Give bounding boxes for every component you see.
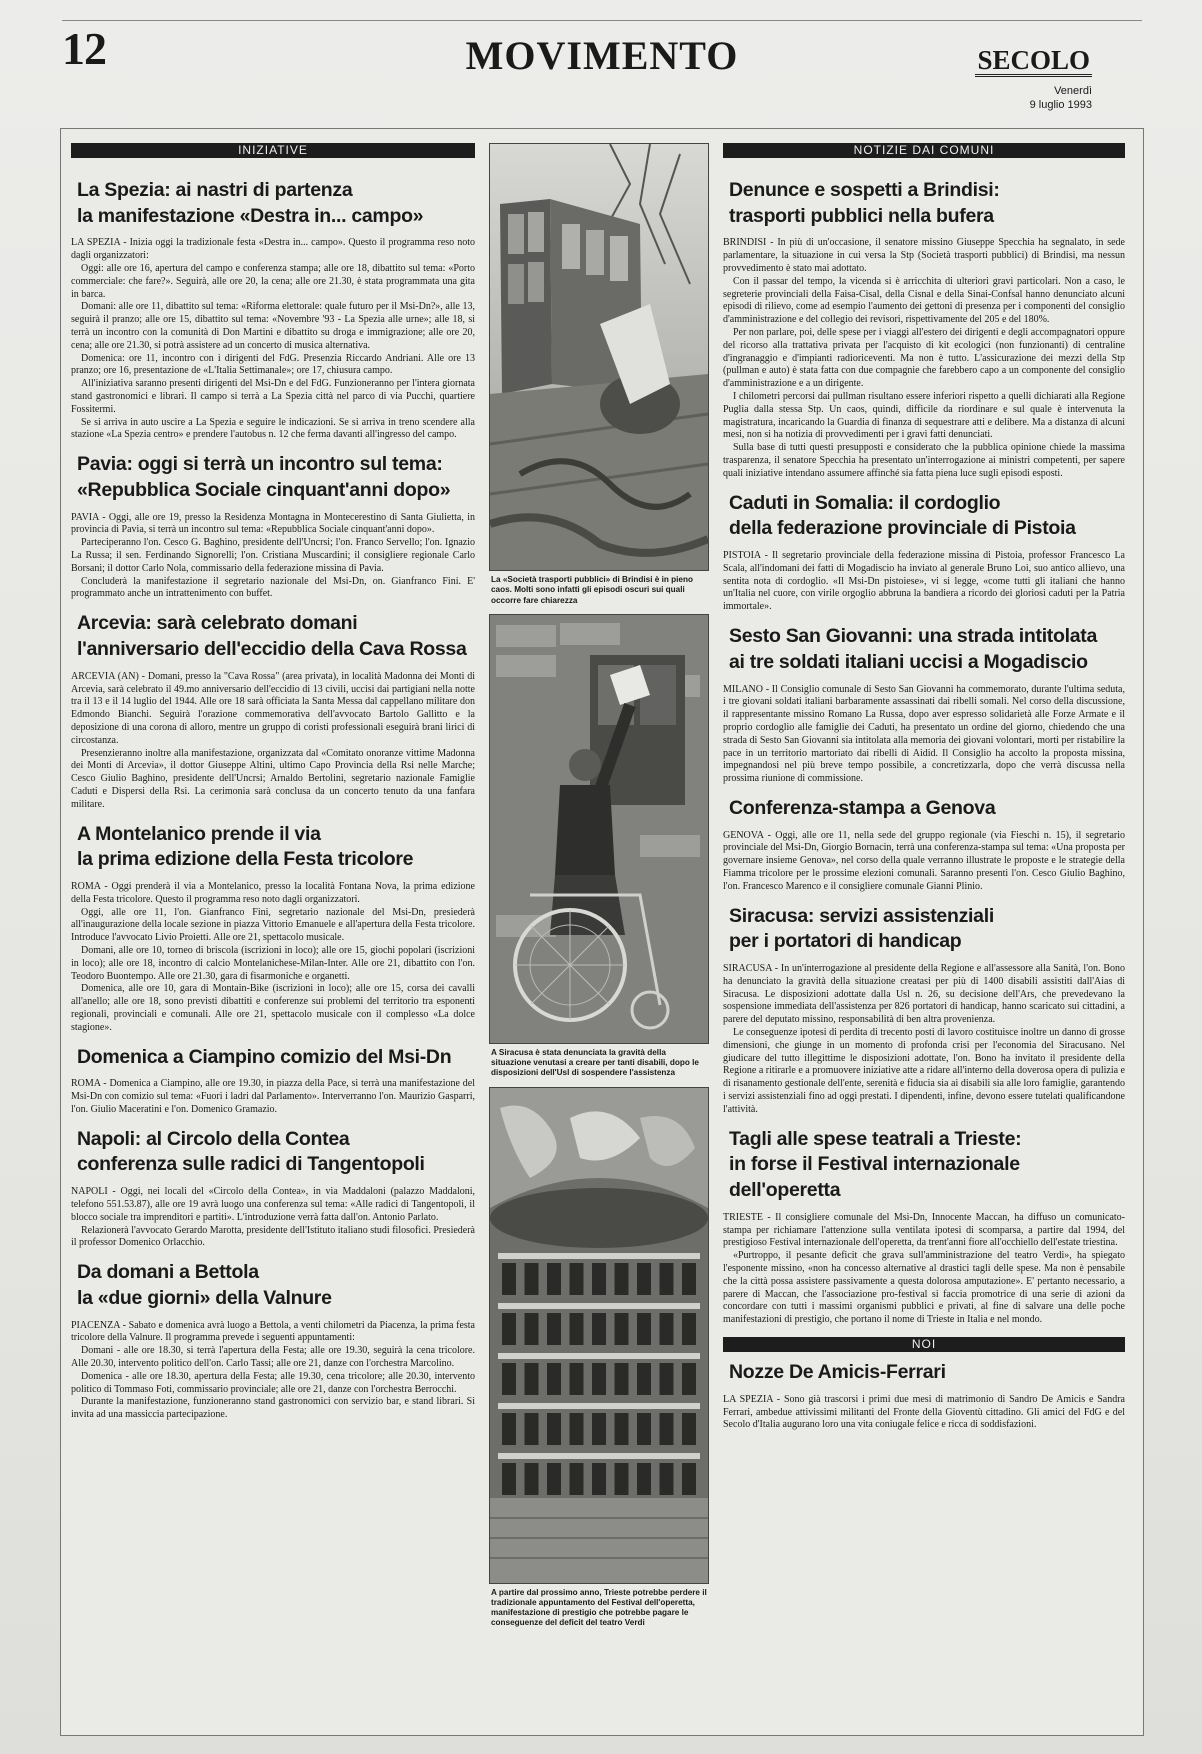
article-headline xyxy=(77,611,475,662)
article xyxy=(723,178,1125,481)
masthead-logo: SECOLO xyxy=(975,46,1092,77)
article xyxy=(71,1127,475,1250)
article-paragraph: GENOVA - Oggi, alle ore 11, nella sede del gruppo regionale (via Fieschi n. 15), il segretario provinciale del Msi-Dn, Giorgio Bornacin, terrà una conferenza-stampa sul tema: «Una proposta per governare insieme Genova», nel corso della quale verranno illustrate le proposte e le strategie della Fiamma tricolore per le prossime elezioni comunali. Saranno presenti l'on. Cesco Giulio Baghino, l'on. Francesco Marenco e il consigliere comunale Gianni Plinio. xyxy=(723,829,1125,892)
article-headline xyxy=(729,1360,1125,1386)
rubric-iniziative: INIZIATIVE xyxy=(71,143,475,158)
article-paragraph: NAPOLI - Oggi, nei locali del «Circolo della Contea», in via Maddaloni (palazzo Maddaloni, telefono 551.53.87), alle ore 19 avrà luogo una conferenza sul tema: «Alle radici di Tangentopoli, il blocco sociale tra imprenditori e partiti». L'introduzione verrà fatta dall'on. Antonio Parlato. xyxy=(71,1186,475,1223)
headline-line: Conferenza-stampa a Genova xyxy=(729,796,996,819)
article-paragraph: ROMA - Oggi prenderà il via a Montelanico, presso la località Fontana Nova, la prima edizione della Festa tricolore. Questo il programma reso noto dagli organizzatori. xyxy=(71,880,475,905)
headline-line: la «due giorni» della Valnure xyxy=(77,1286,332,1309)
left-column xyxy=(71,143,475,1432)
article-headline xyxy=(729,178,1125,229)
article-body xyxy=(71,237,475,442)
article-paragraph: ROMA - Domenica a Ciampino, alle ore 19.30, in piazza della Pace, si terrà una manifestazione del Msi-Dn con comizio sul tema: «Fuori i ladri dal Parlamento». Interverranno l'on. Maurizio Gasparri, l'on. Giulio Maceratini e l'on. Domenico Gramazio. xyxy=(71,1078,475,1115)
article-headline xyxy=(77,1045,475,1071)
headline-line: Domenica a Ciampino comizio del Msi-Dn xyxy=(77,1045,452,1068)
article xyxy=(71,452,475,601)
article-body xyxy=(71,1078,475,1116)
headline-line: della federazione provinciale di Pistoia xyxy=(729,517,1076,540)
article-body xyxy=(723,237,1125,480)
photo-caption: A Siracusa è stata denunciata la gravità della situazione venutasi a creare per tanti disabili, dopo le disposizioni dell'Usl di sospendere l'assistenza xyxy=(491,1047,699,1078)
headline-line: Caduti in Somalia: il cordoglio xyxy=(729,491,1001,514)
article-headline xyxy=(729,904,1125,955)
article-paragraph: Concluderà la manifestazione il segretario nazionale del Msi-Dn, on. Gianfranco Fini. E' programmato anche un intrattenimento con buffet. xyxy=(71,575,475,600)
rubric-notizie-dai-comuni: NOTIZIE DAI COMUNI xyxy=(723,143,1125,158)
headline-line: Denunce e sospetti a Brindisi: xyxy=(729,179,1000,201)
article-paragraph: Domani, alle ore 10, torneo di briscola (iscrizioni in loco); alle ore 15, giochi popolari (iscrizioni in loco); alle ore 18, incontro di calcio Montelanichese-Milan-Inter. Alle ore 21, dibattito con l'on. Teodoro Buontempo. Alle ore 21.30, gara di fisarmoniche e organetti. xyxy=(71,944,475,982)
article-paragraph: Presenzieranno inoltre alla manifestazione, organizzata dal «Comitato onoranze vittime Madonna dei Monti di Arcevia», il dottor Giuseppe Altini, ultimo Capo Provincia della Rsi nelle Marche; Cesco Giulio Baghino, presidente dell'Uncrsi; Arnaldo Bertolini, segretario nazionale Famiglie Caduti e Dispersi della Rsi. La cerimonia sarà conclusa da un concerto tenuto da una fanfara militare. xyxy=(71,747,475,810)
article-body xyxy=(723,1394,1125,1432)
theatre-balconies xyxy=(498,1253,700,1495)
article-paragraph: Oggi, alle ore 11, l'on. Gianfranco Fini, segretario nazionale del Msi-Dn, presiederà all'inaugurazione della locale sezione in piazza Vittorio Emanuele e all'apertura della Festa tricolore. Introduce l'avvocato Livio Proietti. Alle ore 21, spettacolo musicale. xyxy=(71,906,475,944)
article-paragraph: SIRACUSA - In un'interrogazione al presidente della Regione e all'assessore alla Sanità, l'on. Bono ha denunciato la gravità della situazione creatasi per più di 1400 disabili assistiti dall'Aias di Siracusa. Le disposizioni adottate dalla Usl n. 26, su decisione dell'Ars, che prevedevano la sospensione immediata dell'assistenza per 826 portatori di handicap, hanno scaricato sui cittadini, a parere del deputato missino, responsabilità di ben altra provenienza. xyxy=(723,963,1125,1026)
right-articles xyxy=(723,178,1125,1432)
article-body xyxy=(71,1320,475,1422)
article xyxy=(723,624,1125,786)
article-paragraph: LA SPEZIA - Inizia oggi la tradizionale festa «Destra in... campo». Questo il programma reso noto dagli organizzatori: xyxy=(71,237,475,262)
article-paragraph: BRINDISI - In più di un'occasione, il senatore missino Giuseppe Specchia ha segnalato, in sede parlamentare, la situazione in cui versa la Stp (Società trasporti pubblici) di Brindisi, ma nessun provvedimento è stato mai adottato. xyxy=(723,237,1125,275)
article xyxy=(71,1260,475,1422)
article-headline xyxy=(77,1260,475,1311)
headline-line: La Spezia: ai nastri di partenza xyxy=(77,179,353,201)
article-paragraph: ARCEVIA (AN) - Domani, presso la "Cava Rossa" (area privata), in località Madonna dei Monti di Arcevia, sarà celebrato il 49.mo anniversario dell'eccidio di 13 civili, uccisi dai partigiani nella notte tra il 13 e il 14 luglio del 1944. Alle ore 18 sarà officiata la Santa Messa dal cappellano militare don Edmondo Bianchi. Seguirà l'orazione commemorativa dell'avvocato Bartolo Gallitto e la deposizione di una corona di alloro, mentre un gruppo di coristi professionali eseguirà brani lirici di circostanza. xyxy=(71,670,475,746)
headline-line: A Montelanico prende il via xyxy=(77,822,321,845)
article-body xyxy=(71,512,475,602)
article xyxy=(723,1360,1125,1432)
article-headline xyxy=(77,822,475,873)
article-paragraph: Domenica - alle ore 18.30, apertura della Festa; alle 19.30, cena tricolore; alle 20.30, intervento politico di Tommaso Foti, commissario provinciale; alle ore 21, danze con l'orchestra Berrocchi. xyxy=(71,1370,475,1395)
headline-line: l'anniversario dell'eccidio della Cava Rossa xyxy=(77,638,467,660)
article xyxy=(71,1045,475,1117)
content-frame xyxy=(60,128,1144,1736)
article-paragraph: Sulla base di tutti questi presupposti e considerato che la pubblica opinione chiede la massima trasparenza, il senatore Specchia ha presentato un'interrogazione ai ministri competenti, per sapere quali iniziative intendano assumere affinché sia fatta piena luce sugli episodi esposti. xyxy=(723,442,1125,479)
article-paragraph: Domenica: ore 11, incontro con i dirigenti del FdG. Presenzia Riccardo Andriani. Alle ore 13 pranzo; ore 16, presentazione de «L'Italia Settimanale»; ore 17, chiusura campo. xyxy=(71,352,475,377)
headline-line: Nozze De Amicis-Ferrari xyxy=(729,1361,946,1384)
issue-date: 9 luglio 1993 xyxy=(1029,99,1092,112)
article xyxy=(723,796,1125,894)
article-headline xyxy=(729,796,1125,822)
article-paragraph: PAVIA - Oggi, alle ore 19, presso la Residenza Montagna in Montecerestino di Santa Giulietta, in provincia di Pavia, si terrà un incontro sul tema: «Repubblica Sociale cinquant'anni dopo». xyxy=(71,511,475,536)
article-body xyxy=(71,881,475,1035)
headline-line: Tagli alle spese teatrali a Trieste: xyxy=(729,1127,1022,1150)
article-paragraph: Domenica, alle ore 10, gara di Montain-Bike (iscrizioni in loco); alle ore 15, corsa dei cavalli all'anello; alle ore 18, sono previsti dibattiti e conferenze sui problemi del territorio tra esponenti regionali, provinciali e comunali. Alle ore 21, spettacolo musicale con il complesso «La dolce stagione». xyxy=(71,983,475,1033)
article-headline xyxy=(729,1127,1125,1204)
article-paragraph: Per non parlare, poi, delle spese per i viaggi all'estero dei dirigenti e degli accompagnatori oppure del ricorso alla trattativa privata per l'acquisto di kit ecologici (non funzionanti) di centraline d'ingranaggio e d'impianti radioriceventi. Ma non è tutto. L'assicurazione dei mezzi della Stp (pullman e auto) è stata fatta con due compagnie che farebbero capo a un componente del consiglio d'amministrazione e a un dirigente. xyxy=(723,327,1125,390)
headline-line: trasporti pubblici nella bufera xyxy=(729,204,994,227)
article-paragraph: Domani - alle ore 18.30, si terrà l'apertura della Festa; alle ore 19.30, seguirà la cena tricolore. Alle 20.30, intervento politico dell'on. Carlo Tassi; alle ore 21, danze con l'orchestra Marcolino. xyxy=(71,1345,475,1369)
headline-line: Pavia: oggi si terrà un incontro sul tema: xyxy=(77,453,443,476)
wheelchair-illustration xyxy=(490,615,708,1043)
bus-photo xyxy=(489,143,709,571)
article-body xyxy=(723,1212,1125,1327)
headline-line: in forse il Festival internazionale dell'operetta xyxy=(729,1153,1020,1202)
headline-line: Siracusa: servizi assistenziali xyxy=(729,904,994,927)
photo-caption: A partire dal prossimo anno, Trieste potrebbe perdere il tradizionale appuntamento del Festival dell'operetta, manifestazione di prestigio che potrebbe pagare le conseguenze del deficit del teatro Verdi xyxy=(491,1587,707,1628)
section-title: MOVIMENTO xyxy=(465,33,739,78)
headline-line: «Repubblica Sociale cinquant'anni dopo» xyxy=(77,478,451,501)
wheelchair-photo xyxy=(489,614,709,1044)
article-paragraph: Se si arriva in auto uscire a La Spezia e seguire le indicazioni. Se si arriva in treno scendere alla stazione «La Spezia centro» e prendere l'autobus n. 12 che ferma davanti all'ingresso del campo. xyxy=(71,416,475,441)
issue-day: Venerdì xyxy=(1054,85,1092,98)
article-headline xyxy=(77,1127,475,1178)
page-number: 12 xyxy=(62,23,106,74)
article-paragraph: Durante la manifestazione, funzioneranno stand gastronomici con servizio bar, e stand librari. Si invita ad una massiccia partecipazione. xyxy=(71,1396,475,1421)
headline-line: la manifestazione «Destra in... campo» xyxy=(77,204,424,227)
article xyxy=(723,491,1125,614)
article-paragraph: Relazionerà l'avvocato Gerardo Marotta, presidente dell'Istituto italiano studi filosofici. Presiederà il professor Domenico Orlacchio. xyxy=(71,1224,475,1249)
left-articles xyxy=(71,178,475,1422)
article-paragraph: PISTOIA - Il segretario provinciale della federazione missina di Pistoia, professor Francesco La Scala, all'indomani dei fatti di Mogadiscio ha inviato al generale Bruno Loi, suo antico allievo, una sentita nota di cordoglio. «Il Msi-Dn pistoiese», vi si legge, «come tutti gli italiani che hanno un'Italia nel cuore, con virile orgoglio abbruna la bandiera a ricordo dei gloriosi caduti per la Patria immortale». xyxy=(723,550,1125,613)
article-body xyxy=(723,830,1125,894)
article xyxy=(723,1127,1125,1327)
article-body xyxy=(71,1186,475,1250)
masthead xyxy=(975,46,1092,113)
article-body xyxy=(723,963,1125,1117)
article xyxy=(71,611,475,811)
article-headline xyxy=(77,452,475,503)
photo-column xyxy=(489,143,709,1637)
headline-line: ai tre soldati italiani uccisi a Mogadiscio xyxy=(729,650,1088,673)
headline-line: per i portatori di handicap xyxy=(729,930,962,953)
article-headline xyxy=(77,178,475,229)
article-paragraph: LA SPEZIA - Sono già trascorsi i primi due mesi di matrimonio di Sandro De Amicis e Sandra Ferrari, ambedue attivissimi militanti del Fronte della Gioventù cittadino. Gli amici del FdG e del Secolo d'Italia augurano loro una vita coniugale felice e ricca di soddisfazioni. xyxy=(723,1393,1125,1431)
article-headline xyxy=(729,491,1125,542)
article-paragraph: I chilometri percorsi dai pullman risultano essere inferiori rispetto a quelli dichiarati alla Regione Puglia dalla stessa Stp. Un caos, quindi, difficile da riordinare e sul quale è intervenuta la magistratura, incaricando la Guardia di finanza di sequestrare atti e delibere. Ma a distanza di alcuni mesi, non si ha notizia di provvedimenti per i gravi fatti denunciati. xyxy=(723,391,1125,441)
article-paragraph: Le conseguenze ipotesi di perdita di trecento posti di lavoro costituisce inoltre un danno di grosse dimensioni, che giunge in un momento di profonda crisi per l'economia del Siracusano. Nel giudicare del tutto illegittime le disposizioni adottate, l'on. Bono ha invitato il presidente della Regione a ritirarle e a promuovere iniziative atte a ridare all'interno della doverosa opera di pulizia e di risanamento gestionale dell'ente, serenità e fiducia sia ai disabili sia alle loro famiglie, garantendo i servizi assistenziali fino ad oggi prestati. I dipendenti, infine, devono essere tutelati qualificandone l'attività. xyxy=(723,1027,1125,1115)
bus-illustration xyxy=(490,144,708,570)
right-column xyxy=(723,143,1125,1442)
article-paragraph: Parteciperanno l'on. Cesco G. Baghino, presidente dell'Uncrsi; l'on. Franco Servello; l'on. Ignazio La Russa; il sen. Ferdinando Signorelli; l'on. Cristiana Muscardini; il consigliere regionale Carlo Borsani; il dottor Carlo Nola, commissario della federazione missina di Pavia. xyxy=(71,537,475,574)
headline-line: Napoli: al Circolo della Contea xyxy=(77,1127,350,1150)
article-paragraph: Con il passar del tempo, la vicenda si è arricchita di ulteriori gravi particolari. Non a caso, le segreterie provinciali della Faisa-Cisal, della Cisnal e della Sinai-Confsal hanno denunciato alcuni episodi di rilievo, come ad esempio l'aumento dei gettoni di presenza per i componenti del consiglio d'amministrazione e del collegio dei revisori, rispettivamente del 205 e del 180%. xyxy=(723,275,1125,326)
headline-line: conferenza sulle radici di Tangentopoli xyxy=(77,1153,425,1176)
headline-line: Sesto San Giovanni: una strada intitolata xyxy=(729,625,1098,648)
article-body xyxy=(723,684,1125,786)
headline-line: la prima edizione della Festa tricolore xyxy=(77,848,414,871)
article-paragraph: TRIESTE - Il consigliere comunale del Msi-Dn, Innocente Maccan, ha diffuso un comunicato-stampa per richiamare l'attenzione sulla ventilata ipotesi di scomparsa, a partire dal 1994, del prestigioso Festival internazionale dell'operetta, da trent'anni fiore all'occhiello dell'estate triestina. xyxy=(723,1211,1125,1249)
article-headline xyxy=(729,624,1125,675)
article-paragraph: MILANO - Il Consiglio comunale di Sesto San Giovanni ha commemorato, durante l'ultima seduta, i tre giovani soldati italiani barbaramente assassinati dai ribelli somali. Nel corso della discussione, il rappresentante missino Romano La Russa, dopo aver espresso solidarietà alle Forze Armate e il proprio cordoglio alle famiglie dei Caduti, ha presentato un ordine del giorno, chiedendo che una strada di Sesto San Giovanni sia intitolata alla memoria dei giovani volontari, morti per ristabilire la pace in un territorio martoriato dai ribelli di Aidid. Il Consiglio ha accolto la proposta missina, impegnandosi nel più breve tempo possibile, a concretizzarla, dopo che verrà discussa nella prossima riunione di commissione. xyxy=(723,683,1125,785)
photo-caption: La «Società trasporti pubblici» di Brindisi è in pieno caos. Molti sono infatti gli episodi oscuri sui quali occorre fare chiarezza xyxy=(491,575,693,605)
article-body xyxy=(723,550,1125,614)
theatre-photo xyxy=(489,1087,709,1584)
article-paragraph: All'iniziativa saranno presenti dirigenti del Msi-Dn e del FdG. Funzioneranno per l'intera giornata stand gastronomici e librari. Il campo si terrà a La Spezia città nel parco di via Pucchi, quartiere Fossitermi. xyxy=(71,378,475,415)
article xyxy=(71,822,475,1035)
article-paragraph: Oggi: alle ore 16, apertura del campo e conferenza stampa; alle ore 18, dibattito sul tema: «Porto commerciale: che fare?». Seguirà, alle ore 20, la cena; alle ore 21.30, è stata programmata una gita in barca. xyxy=(71,263,475,300)
page-header xyxy=(62,18,1142,118)
article xyxy=(71,178,475,442)
article-paragraph: Domani: alle ore 11, dibattito sul tema: «Riforma elettorale: quale futuro per il Msi-Dn?», alle 13, seguirà il pranzo; alle ore 15, dibattito sul tema: «Novembre '93 - La Spezia alle urne»; alle 18, si terrà un incontro con la comunità di Don Martini e dibattito su droga e immigrazione; alle ore 20, cena; alle ore 21.30, si potrà assistere ad un concerto di musica alternativa. xyxy=(71,301,475,351)
theatre-illustration xyxy=(490,1088,708,1583)
headline-line: Arcevia: sarà celebrato domani xyxy=(77,612,358,635)
article-paragraph: «Purtroppo, il pesante deficit che grava sull'amministrazione del teatro Verdi», ha spiegato l'esponente missino, «non ha concesso alternative al drastici tagli delle spese. Ma non è pensabile che la città possa assistere passivamente a questa dolorosa amputazione». E' pertanto necessario, a parere di Maccan, che l'associazione pro-festival si faccia promotrice di una serie di azioni da concordare con tutti i massimi organismi pubblici e privati, al fine di salvare una delle poche manifestazioni di prestigio, che portano il nome di Trieste in Italia e nel mondo. xyxy=(723,1250,1125,1326)
article-body xyxy=(71,671,475,812)
headline-line: Da domani a Bettola xyxy=(77,1261,259,1284)
article-paragraph: PIACENZA - Sabato e domenica avrà luogo a Bettola, a venti chilometri da Piacenza, la prima festa tricolore della Valnure. Il programma prevede i seguenti appuntamenti: xyxy=(71,1319,475,1344)
rubric-noi: NOI xyxy=(723,1337,1125,1352)
article xyxy=(723,904,1125,1117)
